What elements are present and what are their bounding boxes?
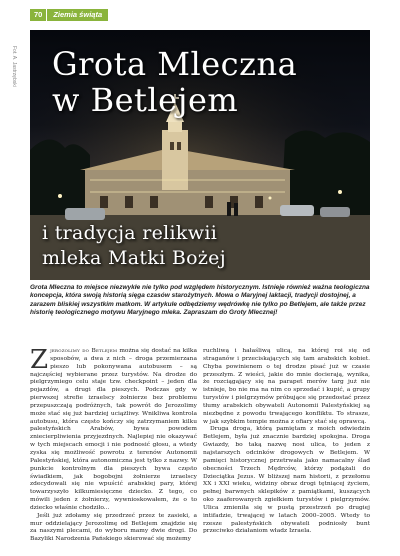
opening-words: jerozolimy do Betlejem — [50, 348, 118, 354]
article-subtitle — [42, 221, 370, 271]
paragraph: ruchliwą i hałaśliwą ulicą, na której roi się od straganów i przeciskających się tam arabskich kobiet. Chyba powinienem o tej drodze pisać już w czasie przeszłym. Z wieści, jakie do mnie docierają, wynika, że rozciągający się na parapet merów targ już nie istnieje, bo nie ma na nim co sprzedać i kupić, a grupy turystów i pielgrzymów próbujące się przedostać przez tłumy arabskich obywateli Autonomii Palestyńskiej są niezbędne z powodu trwającego konfliktu. To strasze, w jak szybkim tempie można z ofiary stać się oprawcą. — [203, 348, 370, 425]
paragraph: Jeśli już zdołamy się przedrzeć przez te zasieki, a mur oddzielający Jerozolimę od Betlejem znajdzie się za naszymi plecami, do wyboru mamy dwie drogi. Do Bazyliki Narodzenia Pańskiego skierować się możemy — [30, 512, 197, 543]
section-name: Ziemia świąta — [47, 9, 108, 21]
paragraph — [30, 345, 197, 513]
article-title — [52, 46, 297, 118]
photo-credit: Fot. A. Jastrzębski — [11, 46, 17, 87]
column-left — [30, 345, 197, 544]
paragraph-text: można się dostać na kilka sposobów, a dwa z nich – droga przemierzana pieszo lub pokonywana autobusem – są najczęściej wybierane przez turystów. Na drodze do pielgrzymiego celu staje tzw. checkpoint – jeden dla pojazdów, a drugi dla pieszych. Podczas gdy w pierwszej strefie izraelscy żołnierze bez problemu przepuszczają podróżnych, tak powrót do Jerozolimy może stać się już bardziej uciążliwy. Wnikliwa kontrola autobusu, która często kończy się zatrzymaniem kilku palestyńskich Arabów, bywa powodem zniecierpliwienia przyjezdnych. Najlepiej nie okazywać w tych miejscach emocji i nie podnosić głosu, a wtedy zyska się możliwość powrotu z terenów Autonomii Palestyńskiej, która autonomiczna jest tylko z nazwy. W punkcie kontrolnym dla pieszych bywa często świadkiem, jak bogobojni żołnierze izraelscy zdecydowali się nie wpuścić arabskiej pary, której towarzyszyło kilkumiesięczne dziecko. Z tego, co mówili jeden z żołnierzy, wywnioskowałem, że o to dziecko właśnie chodziło... — [30, 348, 197, 511]
page-number: 70 — [30, 9, 46, 21]
title-line-2: w Betlejem — [52, 81, 239, 119]
drop-cap: Z — [30, 345, 49, 375]
column-right — [203, 348, 370, 544]
title-line-1: Grota Mleczna — [52, 45, 298, 83]
paragraph: Druga droga, którą pamiętam z moich odwiedzin Betlejem, była już znacznie bardziej spokojna. Droga Gwiazdy, bo taką nazwę nosi ulica, to jeden z najstarszych odcinków drogowych w Betlejem. W pamięci historycznej przetrwała jako namacalny ślad obecności Trzech Mędrców, którzy podążali do Dzieciątka Jezus. W bliższej nam historii, z przełomu XX i XXI wieku, widziny obraz drogi tętniącej życiem, pełnej barwnych sklepików z pamiątkami, kuszących oko zaaferowanych zgiełkiem turystów i pielgrzymów. Ulica zmieniła się w pustą przestrzeń po drugiej intifadzie, trwającej w latach 2000–2005. Wtedy to rzesze palestyńskich obywateli podniosły bunt przeciwko działaniom władz Izraela. — [203, 426, 370, 535]
subtitle-line-1: i tradycja relikwii — [42, 222, 218, 244]
article-body — [30, 345, 370, 544]
article-lead: Grota Mleczna to miejsce niezwykłe nie tylko pod względem historycznym. Istnieje również ważna teologiczna koncepcja, która swoją historią sięga czasów starożytnych. Mowa o Maryjnej laktacji, tradycji dostojnej, a zarazem bliskiej wszystkim matkom. W artykule odbędziemy wędrówkę nie tylko po Betlejem, ale także przez historię teologicznego motywu Maryjnego mleka. Zapraszam do Groty Mlecznej! — [30, 284, 370, 316]
running-header — [30, 9, 108, 21]
subtitle-line-2: mleka Matki Bożej — [42, 247, 226, 269]
hero-photo — [30, 30, 370, 280]
